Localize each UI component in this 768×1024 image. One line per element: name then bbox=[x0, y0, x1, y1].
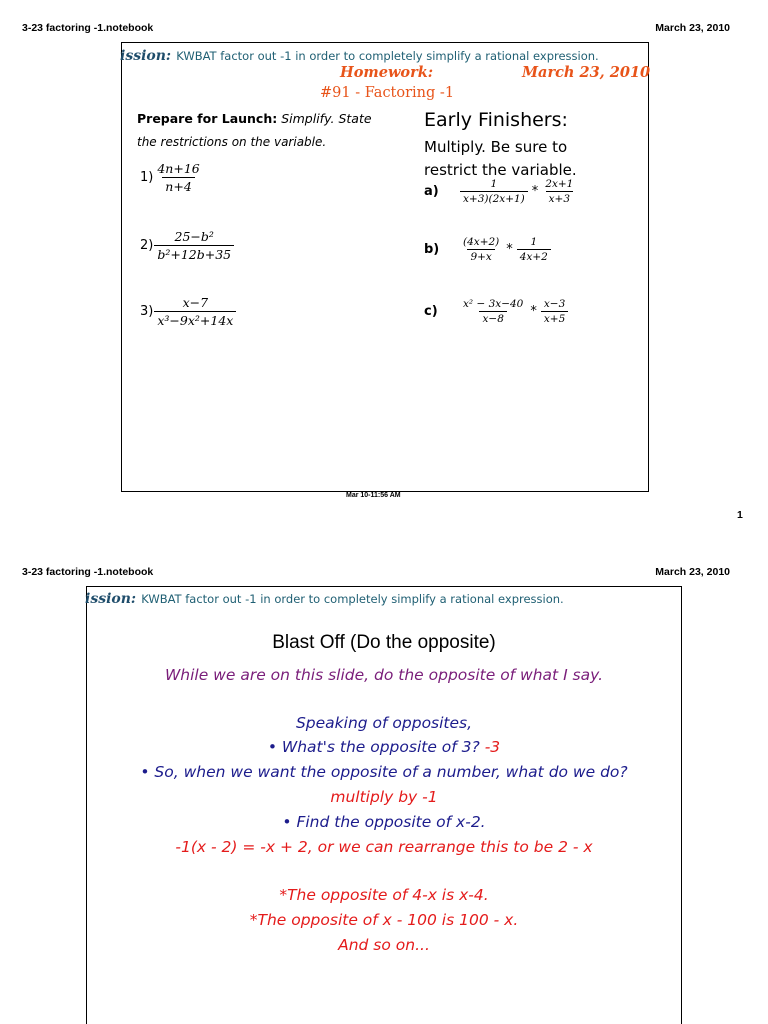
numerator: 2x+1 bbox=[545, 178, 574, 190]
prepare-label: Prepare for Launch: bbox=[137, 111, 278, 126]
numerator: x² − 3x−40 bbox=[463, 298, 524, 310]
fraction bbox=[517, 236, 551, 263]
numerator: x−3 bbox=[543, 298, 566, 310]
mission-label: ission: bbox=[85, 591, 137, 607]
prepare-line-2: the restrictions on the variable. bbox=[137, 135, 327, 149]
example-2: *The opposite of x - 100 is 100 - x. bbox=[249, 911, 519, 929]
notebook-title: 3-23 factoring -1.notebook bbox=[22, 22, 154, 34]
numerator: 1 bbox=[490, 178, 498, 190]
fraction bbox=[460, 236, 502, 263]
example-1: *The opposite of 4-x is x-4. bbox=[279, 886, 489, 904]
slide-2 bbox=[86, 586, 682, 1024]
multiply-sign: * bbox=[531, 184, 539, 199]
denominator: x+3 bbox=[546, 191, 573, 205]
early-problem-c bbox=[424, 298, 568, 325]
denominator: x³−9x²+14x bbox=[154, 311, 236, 328]
homework-date: March 23, 2010 bbox=[522, 64, 651, 81]
question-opposite-rule: • So, when we want the opposite of a number, what do we do? bbox=[140, 763, 628, 781]
denominator: 4x+2 bbox=[517, 249, 551, 263]
multiply-sign: * bbox=[506, 242, 513, 257]
slide-1 bbox=[121, 42, 649, 492]
problem-2 bbox=[140, 229, 234, 262]
question-find-opposite: • Find the opposite of x-2. bbox=[282, 813, 486, 831]
early-finishers-line-2: restrict the variable. bbox=[424, 161, 577, 179]
fraction bbox=[154, 229, 234, 262]
numerator: x−7 bbox=[182, 295, 209, 310]
and-so-on: And so on... bbox=[338, 936, 430, 954]
numerator: (4x+2) bbox=[463, 236, 500, 248]
homework-label: Homework: bbox=[340, 64, 434, 81]
problem-3 bbox=[140, 295, 236, 328]
homework-number: #91 - Factoring -1 bbox=[320, 85, 455, 101]
header-date: March 23, 2010 bbox=[655, 22, 730, 34]
notebook-title: 3-23 factoring -1.notebook bbox=[22, 566, 154, 578]
fraction bbox=[154, 161, 202, 194]
numerator: 4n+16 bbox=[157, 161, 200, 176]
denominator: x+5 bbox=[541, 311, 568, 325]
answer-expression: -1(x - 2) = -x + 2, or we can rearrange this to be 2 - x bbox=[175, 838, 593, 856]
fraction bbox=[154, 295, 236, 328]
question-text: • What's the opposite of 3? bbox=[267, 738, 480, 756]
mission-text: KWBAT factor out -1 in order to completely simplify a rational expression. bbox=[176, 49, 599, 63]
denominator: b²+12b+35 bbox=[154, 245, 234, 262]
header-date: March 23, 2010 bbox=[655, 566, 730, 578]
numerator: 25−b² bbox=[174, 229, 214, 244]
fraction bbox=[542, 178, 576, 205]
answer-multiply: multiply by -1 bbox=[330, 788, 438, 806]
page-number: 1 bbox=[737, 509, 743, 521]
problem-label: a) bbox=[424, 184, 439, 199]
mission-statement bbox=[85, 588, 564, 607]
early-problem-a bbox=[424, 178, 576, 205]
opposites-heading: Speaking of opposites, bbox=[295, 714, 473, 732]
slide-timestamp: Mar 10-11:56 AM bbox=[346, 492, 401, 499]
denominator: n+4 bbox=[162, 177, 194, 194]
problem-label: 3) bbox=[140, 304, 154, 319]
denominator: x−8 bbox=[479, 311, 506, 325]
early-problem-b bbox=[424, 236, 551, 263]
slide-title: Blast Off (Do the opposite) bbox=[272, 632, 496, 653]
question-opposite-of-3 bbox=[87, 738, 681, 756]
denominator: x+3)(2x+1) bbox=[460, 191, 528, 205]
problem-label: 2) bbox=[140, 238, 154, 253]
fraction bbox=[460, 298, 526, 325]
mission-label: ission: bbox=[120, 48, 172, 64]
prepare-line-1 bbox=[137, 111, 372, 126]
answer-text: -3 bbox=[484, 738, 501, 756]
problem-label: 1) bbox=[140, 170, 154, 185]
problem-label: b) bbox=[424, 242, 440, 257]
mission-statement bbox=[120, 45, 599, 64]
problem-1 bbox=[140, 161, 203, 194]
prepare-instruction: Simplify. State bbox=[281, 111, 372, 126]
denominator: 9+x bbox=[467, 249, 494, 263]
multiply-sign: * bbox=[530, 304, 537, 319]
early-finishers-title: Early Finishers: bbox=[424, 109, 568, 131]
instruction-line: While we are on this slide, do the opposite of what I say. bbox=[164, 666, 604, 684]
numerator: 1 bbox=[530, 236, 538, 248]
fraction bbox=[541, 298, 568, 325]
problem-label: c) bbox=[424, 304, 438, 319]
fraction bbox=[460, 178, 528, 205]
early-finishers-line-1: Multiply. Be sure to bbox=[424, 138, 568, 156]
mission-text: KWBAT factor out -1 in order to completely simplify a rational expression. bbox=[141, 592, 564, 606]
